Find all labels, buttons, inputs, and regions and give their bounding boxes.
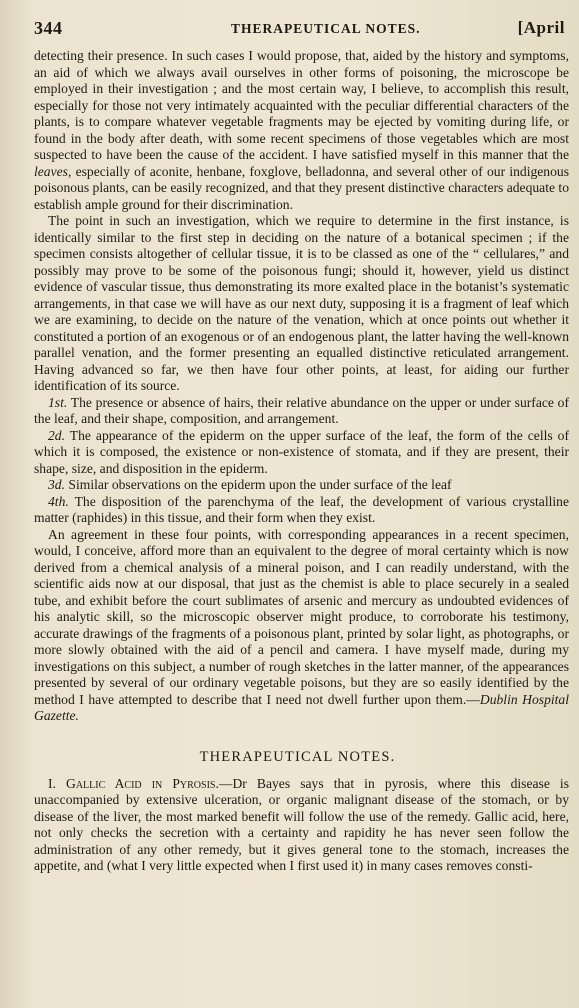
note-item-1 [34,776,569,875]
page-header [26,14,569,40]
running-title: THERAPEUTICAL NOTES. [231,21,421,36]
paragraph-2: The point in such an investigation, which we require to determine in the first instance, is identically similar to the first step in deciding on the nature of a botanical specimen ; if the specimen consists altogether of cellular tissue, it is to be classed as one of the “ cellulares,” and possibly may prove to be some of the poisonous fungi; should it, however, yield us distinct evidence of vascular tissue, thus demonstrating its more exalted place in the botanist’s systematic arrangements, in that case we will have as our next duty, supposing it is a fragment of leaf which we are examining, to decide on the nature of the venation, which at once points out whether it constituted a portion of an exogenous or of an endogenous plant, the latter having the well-known parallel venation, and the former presenting an equalled distinctive reticulated arrangement. Having advanced so far, we then have four other points, at least, for aiding our further identification of its source. [34,213,569,393]
point-4-label: 4th. [48,493,69,509]
article-body [26,48,569,725]
note-item-1-text: —Dr Bayes says that in pyrosis, where this disease is unaccompanied by extensive ulceration, or organic malignant disease of the stomach, or by disease of the liver, the most marked benefit will follow the use of the remedy. Gallic acid, here, not only checks the secretion with a certainty and rapidity he has never seen follow the administration of any other remedy, but it gives general tone to the stomach, increases the appetite, and (what I very little expected when I first used it) in many cases removes consti- [34,775,570,873]
point-1-label: 1st. [48,394,68,410]
section-body [26,776,569,875]
point-3-label: 3d. [48,477,65,492]
point-4-text: The disposition of the parenchyma of the leaf, the development of various crystalline matter (raphides) in this tissue, and their form when they exist. [34,493,570,525]
paragraph-1-emphasis: leaves, [34,163,72,179]
point-3 [34,477,569,494]
note-item-1-label: I. Gallic Acid in Pyrosis. [48,775,219,791]
section-title: THERAPEUTICAL NOTES. [199,748,396,765]
page-number: 344 [34,18,63,38]
point-3-text: Similar observations on the epiderm upon the under surface of the leaf [68,477,452,492]
source-citation: Dublin Hospital Gazette. [34,691,569,723]
point-2-text: The appearance of the epiderm on the upper surface of the leaf, the form of the cells of which it is composed, the existence or non-existence of stomata, and if they are present, their shape, size, and disposition in the epiderm. [34,427,569,476]
paragraph-1-tail: especially of aconite, henbane, foxglove, belladonna, and several other of our indigenous poisonous plants, can be easily recognized, and that they present distinctive characters adequate to establish ample ground for their discrimination. [34,163,569,212]
paragraph-7 [34,527,569,725]
header-month: [April [517,18,565,37]
point-2-label: 2d. [48,427,65,443]
paragraph-1 [34,48,569,213]
point-1 [34,395,569,428]
point-2 [34,428,569,478]
point-4 [34,494,569,527]
paragraph-1-text: detecting their presence. In such cases I would propose, that, aided by the history and symptoms, an aid of which we always avail ourselves in other forms of poisoning, the microscope be employed in their investigation ; and the most certain way, I believe, to accomplish this result, especially for those not very intimately acquainted with the peculiar differential characters of the plants, is to compare whatever vegetable fragments may be ejected by vomiting during life, or found in the body after death, with some recent specimens of those vegetables which are most suspected to have been the cause of the accident. I have satisfied myself in this manner that the [34,48,569,162]
point-1-text: The presence or absence of hairs, their relative abundance on the upper or under surface of the leaf, and their shape, composition, and arrangement. [34,394,570,426]
paragraph-7-text: An agreement in these four points, with corresponding appearances in a recent specimen, would, I conceive, afford more than an equivalent to the degree of moral certainty which is now derived from a chemical analysis of a mineral poison, and I can readily understand, with the scientific aids now at our disposal, that just as the chemist is able to place securely in a sealed tube, and exhibit before the court sublimates of arsenic and mercury as undoubted evidences of his analytic skill, so the microscopic observer might produce, to corroborate his testimony, accurate drawings of the fragments of a poisonous plant, printed by solar light, as photographs, or more slowly obtained with the aid of a pencil and camera. I have myself made, during my investigations on this subject, a number of rough sketches in the latter manner, of the appearances presented by several of our ordinary vegetable poisons, but they are so easily identified by the method I have attempted to describe that I need not dwell further upon them.— [34,526,569,707]
